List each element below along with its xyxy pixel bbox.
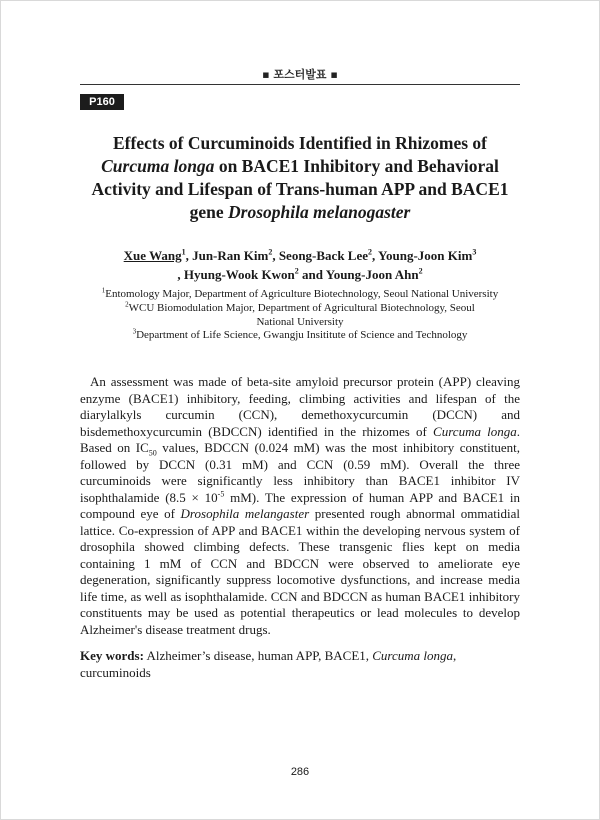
abstract-superscript: -5: [217, 489, 225, 499]
author-sup: 2: [294, 266, 299, 276]
author: , Jun-Ran Kim: [185, 248, 269, 263]
affiliation-text: Department of Life Science, Gwangju Insititute of Science and Technology: [136, 329, 468, 342]
abstract-text: presented rough abnormal ommatidial lattice. Co-expression of APP and BACE1 within the developing nervous system of drosophila showed climbing defects. These transgenic flies kept on media containing 1 mM of CCN and BDCCN were observed to ameliorate eye degeneration, significantly suppress locomotive dysfunctions, and increase media life time, as well as isophthalamide. CCN and BDCCN as human BACE1 inhibitory constituents may be used as potential therapeutics or lead molecules to develop Alzheimer's disease treatment drugs.: [80, 506, 520, 637]
affiliation-list: [80, 288, 520, 343]
affiliation-sup: 3: [132, 327, 137, 336]
title-text-2: on BACE1 Inhibitory and Behavioral Activity and Lifespan of Trans-human APP and BACE1 gene: [91, 156, 509, 222]
author-sup: 2: [268, 247, 273, 257]
author-list: [80, 246, 520, 284]
header-rule: [80, 84, 520, 85]
title-italic-1: Curcuma longa: [101, 156, 215, 176]
keywords-label: Key words:: [80, 648, 144, 663]
affiliation-text: Entomology Major, Department of Agriculture Biotechnology, Seoul National University: [105, 288, 499, 300]
poster-id-badge: P160: [80, 94, 124, 110]
affiliation: [80, 302, 520, 330]
author-sup: 1: [181, 247, 186, 257]
keywords-italic: Curcuma longa: [372, 648, 454, 663]
section-header: ▪ 포스터발표 ▪: [262, 68, 338, 81]
author-sup: 2: [418, 266, 423, 276]
abstract-text: mM). The expression of human APP and BACE1 in compound eye of: [80, 489, 520, 521]
abstract-text: . Based on IC: [80, 423, 520, 455]
affiliation-text: WCU Biomodulation Major, Department of Agricultural Biotechnology, Seoul National University: [128, 301, 475, 328]
keywords-text: , curcuminoids: [80, 648, 457, 680]
author: , Seong-Back Lee: [272, 248, 369, 263]
title-italic-2: Drosophila melanogaster: [228, 202, 411, 222]
page-number: 286: [290, 766, 310, 778]
abstract-italic: Curcuma longa: [433, 423, 517, 439]
abstract-subscript: 50: [148, 448, 157, 458]
abstract-italic: Drosophila melangaster: [180, 506, 310, 521]
affiliation: [80, 288, 520, 302]
abstract-text: values, BDCCN (0.024 mM) was the most inhibitory constituent, followed by DCCN (0.31 mM) and CCN (0.59 mM). Overall the three curcuminoids were significantly less inhibitory than BACE1 inhibitor IV isophthalamide (8.5 × 10: [80, 440, 520, 505]
keywords-text: Alzheimer’s disease, human APP, BACE1,: [143, 648, 373, 663]
author: and Young-Joon Ahn: [298, 267, 419, 282]
abstract-paragraph: [80, 374, 520, 638]
author-sup: 2: [368, 247, 373, 257]
abstract-text: An assessment was made of beta-site amyloid precursor protein (APP) cleaving enzyme (BACE1) inhibitory, feeding, climbing activities and lifespan of the diarylalkyls curcumin (CCN), demethoxycurcumin (DCCN) and bisdemethoxycurcumin (BDCCN) identified in the rhizomes of: [80, 374, 520, 439]
author-presenting: Xue Wang: [123, 248, 182, 263]
paper-title: [80, 132, 520, 224]
keywords-line: [80, 648, 520, 681]
author: , Hyung-Wook Kwon: [177, 267, 295, 282]
affiliation-sup: 1: [101, 286, 106, 295]
affiliation: [80, 329, 520, 343]
title-text-1: Effects of Curcuminoids Identified in Rhizomes of: [113, 133, 487, 153]
author: , Young-Joon Kim: [372, 248, 473, 263]
author-sup: 3: [472, 247, 477, 257]
affiliation-sup: 2: [125, 300, 129, 309]
